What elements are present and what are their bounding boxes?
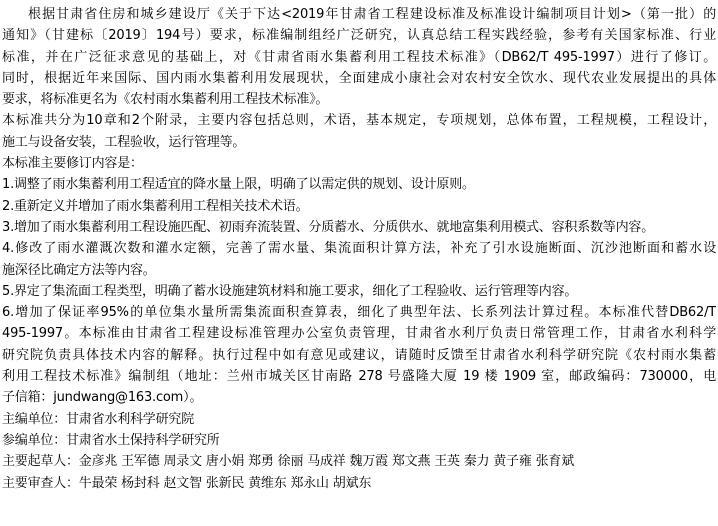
paragraph-line-7: 施工与设备安装，工程验收，运行管理等。: [2, 134, 246, 150]
paragraph-line-6: 本标准共分为10章和2个附录，主要内容包括总则，术语，基本规定，专项规划，总体布置，工程规模，工程设计，: [2, 113, 716, 129]
chief-editor-unit: 主编单位：甘肃省水利科学研究院: [2, 411, 195, 427]
paragraph-line-2: 通知》（甘建标〔2019〕194号）要求，标准编制组经广泛研究，认真总结工程实践经验，参考有关国家标准、行业: [2, 28, 716, 44]
revision-item-6-cont-3: 利用工程技术标准》编制组（地址：兰州市城关区甘南路 278 号盛隆大厦 19 楼 1909 室，邮政编码：730000，电: [2, 369, 716, 385]
paragraph-line-3: 标准，并在广泛征求意见的基础上，对《甘肃省雨水集蓄利用工程技术标准》（DB62/T 495-1997）进行了修订。: [2, 49, 716, 65]
revision-item-2: 2.重新定义并增加了雨水集蓄利用工程相关技术术语。: [2, 198, 309, 214]
paragraph-line-1: 根据甘肃省住房和城乡建设厅《关于下达<2019年甘肃省工程建设标准及标准设计编制项目计划>（第一批）的: [28, 7, 716, 22]
revision-item-6-cont-4: 子信箱：jundwang@163.com）。: [2, 390, 203, 406]
revision-item-6-cont-1: 495-1997。本标准由甘肃省工程建设标准管理办公室负责管理，甘肃省水利厅负责日常管理工作，甘肃省水利科学: [2, 326, 716, 342]
main-drafters: 主要起草人：金彦兆 王军德 周录文 唐小娟 郑勇 徐丽 马成祥 魏万霞 郑文燕 王英 秦力 黄子雍 张育斌: [2, 454, 574, 470]
revision-item-4-cont: 施深径比确定方法等内容。: [2, 262, 156, 278]
revision-item-6-cont-2: 研究院负责具体技术内容的解释。执行过程中如有意见或建议，请随时反馈至甘肃省水利科学研究院《农村雨水集蓄: [2, 347, 716, 363]
revision-item-4: 4.修改了雨水灌溉次数和灌水定额，完善了需水量、集流面积计算方法，补充了引水设施断面、沉沙池断面和蓄水设: [2, 241, 716, 257]
participating-unit: 参编单位：甘肃省水土保持科学研究所: [2, 432, 220, 448]
revision-item-5: 5.界定了集流面工程类型，明确了蓄水设施建筑材料和施工要求，细化了工程验收、运行管理等内容。: [2, 283, 578, 299]
revision-item-6: 6.增加了保证率95%的单位集水量所需集流面积查算表，细化了典型年法、长系列法计算过程。本标准代替DB62/T: [2, 305, 716, 321]
paragraph-line-4: 同时，根据近年来国际、国内雨水集蓄利用发展现状，全面建成小康社会对农村安全饮水、现代农业发展提出的具体: [2, 70, 716, 86]
main-reviewers: 主要审查人：牛最荣 杨封科 赵文智 张新民 黄维东 郑永山 胡斌东: [2, 475, 372, 491]
revision-item-3: 3.增加了雨水集蓄利用工程设施匹配、初雨弃流装置、分质蓄水、分质供水、就地富集利用模式、容积系数等内容。: [2, 219, 655, 235]
revision-item-1: 1.调整了雨水集蓄利用工程适宜的降水量上限，明确了以需定供的规划、设计原则。: [2, 177, 475, 193]
revision-intro: 本标准主要修订内容是：: [2, 156, 143, 172]
paragraph-line-5: 要求，将标准更名为《农村雨水集蓄利用工程技术标准》。: [2, 92, 329, 108]
